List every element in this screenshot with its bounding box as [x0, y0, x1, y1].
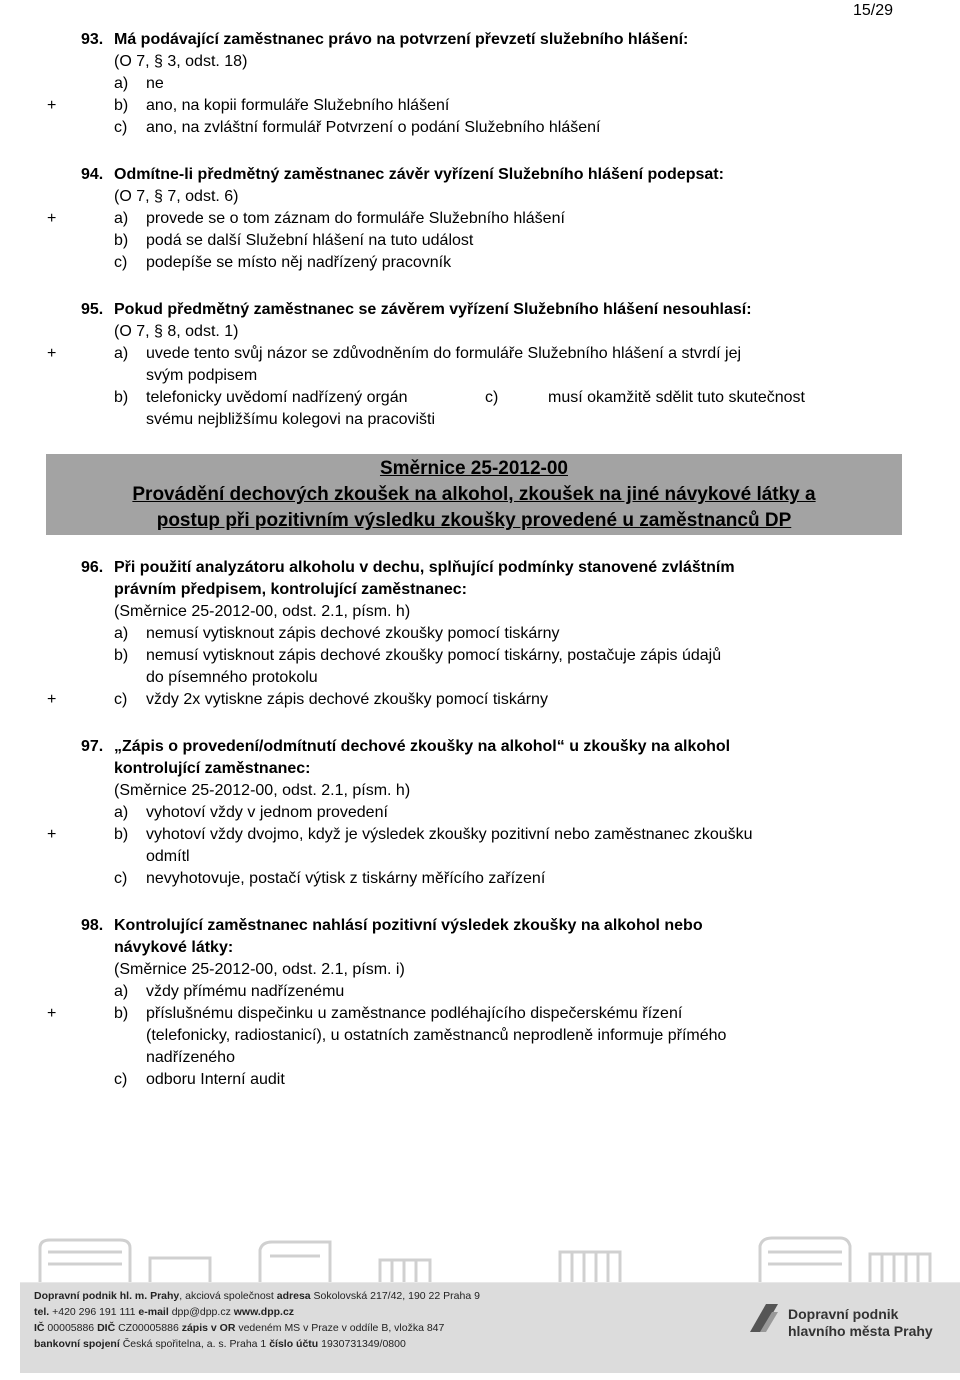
answer-text: odboru Interní audit	[146, 1071, 285, 1088]
question-reference: (Směrnice 25-2012-00, odst. 2.1, písm. i)	[114, 961, 405, 978]
question-94	[0, 164, 960, 274]
company-bank: Česká spořitelna, a. s. Praha 1	[122, 1338, 267, 1350]
question-reference: (Směrnice 25-2012-00, odst. 2.1, písm. h)	[114, 603, 411, 620]
question-96	[0, 557, 960, 711]
answer-text-continued: do písemného protokolu	[146, 669, 318, 686]
question-reference: (Směrnice 25-2012-00, odst. 2.1, písm. h)	[114, 782, 411, 799]
answer-letter: a)	[114, 75, 129, 92]
question-95	[0, 299, 960, 431]
answer-letter: c)	[114, 254, 128, 271]
answer-c	[0, 252, 960, 274]
correct-mark: +	[47, 345, 57, 362]
question-text-continued: návykové látky:	[114, 939, 234, 956]
answer-letter: c)	[114, 870, 128, 887]
answer-text: podá se další Služební hlášení na tuto událost	[146, 232, 474, 249]
answer-text-continued: svým podpisem	[146, 367, 258, 384]
answer-text: vyhotoví vždy dvojmo, když je výsledek zkoušky pozitivní nebo zaměstnanec zkoušku	[146, 826, 753, 843]
question-reference: (O 7, § 8, odst. 1)	[114, 323, 239, 340]
question-text-continued: kontrolující zaměstnanec:	[114, 760, 311, 777]
company-logo-text: Dopravní podnik hlavního města Prahy	[788, 1306, 933, 1339]
answer-letter: a)	[114, 625, 129, 642]
company-email: dpp@dpp.cz	[171, 1306, 231, 1318]
answer-letter: c)	[114, 1071, 128, 1088]
answer-text: nevyhotovuje, postačí výtisk z tiskárny měřícího zařízení	[146, 870, 546, 887]
answer-letter: a)	[114, 345, 129, 362]
answer-a	[0, 802, 960, 824]
answer-b	[0, 1003, 960, 1025]
page-footer	[0, 1230, 960, 1380]
answer-text-continued: (telefonicky, radiostanicí), u ostatních zaměstnanců neprodleně informuje přímého	[146, 1027, 727, 1044]
answer-a	[0, 623, 960, 645]
correct-mark: +	[47, 210, 57, 227]
answer-text: příslušnému dispečinku u zaměstnance podléhajícího dispečerskému řízení	[146, 1005, 683, 1022]
question-98	[0, 915, 960, 1091]
answer-text-continued: nadřízeného	[146, 1049, 235, 1066]
answer-letter: b)	[114, 389, 129, 406]
company-info: Dopravní podnik hl. m. Prahy, akciová společnost adresa Sokolovská 217/42, 190 22 Praha 9 tel. +420 296 191 111 e-mail dpp@dpp.cz www.dpp.cz IČ 00005886 DIČ CZ00005886 zápis v OR vedeném MS v Praze v oddíle B, vložka 847 bankovní spojení Česká spořitelna, a. s. Praha 1 číslo účtu 1930731349/0800	[34, 1290, 480, 1350]
question-reference: (O 7, § 3, odst. 18)	[114, 53, 248, 70]
answer-text: vždy 2x vytiskne zápis dechové zkoušky pomocí tiskárny	[146, 691, 548, 708]
company-phone: +420 296 191 111	[52, 1306, 136, 1318]
company-web: www.dpp.cz	[233, 1306, 295, 1318]
answer-c	[0, 117, 960, 139]
company-name: Dopravní podnik hl. m. Prahy	[34, 1290, 180, 1302]
question-text: Kontrolující zaměstnanec nahlásí pozitivní výsledek zkoušky na alkohol nebo	[114, 917, 703, 934]
answer-a	[0, 981, 960, 1003]
directive-subtitle: Provádění dechových zkoušek na alkohol, zkoušek na jiné návykové látky a	[132, 484, 816, 505]
question-number: 97.	[81, 738, 104, 755]
company-ic: 00005886	[47, 1322, 95, 1334]
directive-banner	[46, 454, 902, 535]
question-number: 94.	[81, 166, 104, 183]
question-text: Má podávající zaměstnanec právo na potvrzení převzetí služebního hlášení:	[114, 31, 689, 48]
answer-b	[0, 824, 960, 846]
company-account: 1930731349/0800	[321, 1338, 406, 1350]
answer-letter: c)	[114, 691, 128, 708]
correct-mark: +	[47, 97, 57, 114]
dpp-logo-icon	[746, 1300, 782, 1336]
answer-letter: b)	[114, 1005, 129, 1022]
answer-letter: b)	[114, 647, 129, 664]
directive-title: Směrnice 25-2012-00	[379, 458, 568, 479]
answer-b	[0, 230, 960, 252]
answer-c	[0, 689, 960, 711]
answer-text: provede se o tom záznam do formuláře Služebního hlášení	[146, 210, 565, 227]
question-93	[0, 29, 960, 139]
correct-mark: +	[47, 691, 57, 708]
page-number: 15/29	[853, 2, 894, 19]
answer-text: uvede tento svůj názor se zdůvodněním do formuláře Služebního hlášení a stvrdí jej	[146, 345, 742, 362]
answer-a	[0, 343, 960, 365]
answer-text-continued: odmítl	[146, 848, 190, 865]
answer-letter: c)	[485, 389, 499, 406]
question-text: Pokud předmětný zaměstnanec se závěrem vyřízení Služebního hlášení nesouhlasí:	[114, 301, 752, 318]
answer-c	[0, 1069, 960, 1091]
question-number: 93.	[81, 31, 104, 48]
answer-b-c	[0, 387, 960, 409]
question-number: 96.	[81, 559, 104, 576]
answer-text: musí okamžitě sdělit tuto skutečnost	[548, 389, 805, 406]
answer-letter: b)	[114, 826, 129, 843]
question-number: 95.	[81, 301, 104, 318]
question-text: Při použití analyzátoru alkoholu v dechu, splňující podmínky stanovené zvláštním	[114, 559, 735, 576]
answer-text: ne	[146, 75, 164, 92]
answer-letter: c)	[114, 119, 128, 136]
answer-b	[0, 645, 960, 667]
answer-text: ano, na kopii formuláře Služebního hlášení	[146, 97, 450, 114]
answer-text: vždy přímému nadřízenému	[146, 983, 345, 1000]
question-97	[0, 736, 960, 890]
correct-mark: +	[47, 826, 57, 843]
answer-text: telefonicky uvědomí nadřízený orgán	[146, 389, 408, 406]
answer-letter: b)	[114, 232, 129, 249]
answer-a	[0, 208, 960, 230]
question-text: „Zápis o provedení/odmítnutí dechové zkoušky na alkohol“ u zkoušky na alkohol	[114, 738, 731, 755]
tram-silhouettes-decoration	[0, 1230, 960, 1290]
answer-text: vyhotoví vždy v jednom provedení	[146, 804, 388, 821]
correct-mark: +	[47, 1005, 57, 1022]
company-dic: CZ00005886	[118, 1322, 179, 1334]
answer-b	[0, 95, 960, 117]
answer-text: podepíše se místo něj nadřízený pracovník	[146, 254, 452, 271]
answer-text-continued: svému nejbližšímu kolegovi na pracovišti	[146, 411, 436, 428]
question-reference: (O 7, § 7, odst. 6)	[114, 188, 239, 205]
question-text-continued: právním předpisem, kontrolující zaměstnanec:	[114, 581, 467, 598]
answer-a	[0, 73, 960, 95]
directive-subtitle: postup při pozitivním výsledku zkoušky provedené u zaměstnanců DP	[156, 510, 792, 531]
question-text: Odmítne-li předmětný zaměstnanec závěr vyřízení Služebního hlášení podepsat:	[114, 166, 724, 183]
answer-text: nemusí vytisknout zápis dechové zkoušky pomocí tiskárny	[146, 625, 560, 642]
answer-letter: a)	[114, 983, 129, 1000]
question-number: 98.	[81, 917, 104, 934]
answer-text: nemusí vytisknout zápis dechové zkoušky pomocí tiskárny, postačuje zápis údajů	[146, 647, 722, 664]
answer-letter: a)	[114, 210, 129, 227]
answer-letter: b)	[114, 97, 129, 114]
company-address: Sokolovská 217/42, 190 22 Praha 9	[313, 1290, 480, 1302]
answer-text: ano, na zvláštní formulář Potvrzení o podání Služebního hlášení	[146, 119, 601, 136]
answer-c	[0, 868, 960, 890]
company-registration: vedeném MS v Praze v oddíle B, vložka 847	[238, 1322, 445, 1334]
answer-letter: a)	[114, 804, 129, 821]
